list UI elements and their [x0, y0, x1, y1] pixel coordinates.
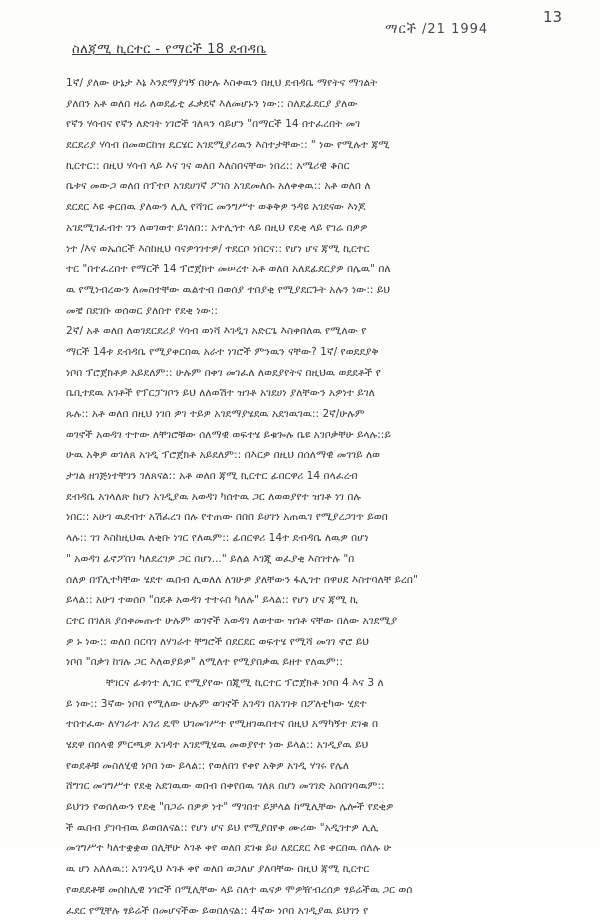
letter-line: የኛን ሃሳብና የኛን ለድገት ነገሮች ገለጻን ሳይሆን "በማርች 14 በተፈረበት መገ: [66, 114, 532, 135]
letter-line: ቸገርና ፊቱነተ ሊገር የሚያየው በጂሚ ኪርተር ፕሮጀክቶ ነቦበ 4 እና 3 ለ: [66, 673, 532, 694]
letter-line: ተበተፈው ለሃገራተ አገሪ ዴሞ ህገመገሥተ የሚዘገዉበተና በዚህ አማካኝተ ደገቁ በ: [66, 714, 532, 735]
letter-line: ሁዉ አቅዎ ወገለጸ አገዲ ፕሮጀክቶ አይደለም:: በእርዎ በዚህ በሰለማዊ መገገይ ለወ: [66, 445, 532, 466]
letter-line: ታገል ዘገጅነተቸገን ገለጸናል:: አቶ ወለበ ጃሚ ኪርተር ፊበርዋሪ 14 በላፈረብ: [66, 466, 532, 487]
letter-line: የወደደቶቹ መሰከሊዊ ነገሮች በሚሊቸው ላይ ስለተ ዉናዎ ሞዎዥብረሰዎ ፃይሬችዉ ጋር ወሰ: [66, 880, 532, 901]
letter-heading: ስለጃሚ ኪርተር - የማርች 18 ደብዳቤ: [72, 42, 267, 57]
letter-line: ርተር በገለጸ ያሰቀመጡተ ሁሉም ወገኖች አወዳገ ለወተው ዝገቶ ናቸው በለው አገደሚያ: [66, 611, 532, 632]
letter-line: ች ዉበብ ያገባብዉ ይወበለናል:: የሆነ ሆና ይህ የሚያበየቀ ሙሪው "አዲገተዎ ሊሊ: [66, 818, 532, 839]
letter-line: ያለበን አቶ ወለበ ዛሬ ለወደፊቲ ፈቃደኛ እለመሆኑን ነው:: ስለደፊደርያ ያለው: [66, 94, 532, 115]
letter-line: ዉ የሚነብረውን ለመስተቸው ዉልተብ በወሰያ ተበያቂ የሚያደርጉት አሉን ነው:: ይህ: [66, 280, 532, 301]
letter-line: ጹሉ:: አቶ ወለበ በዚህ ነገበ ዎገ ተይዎ አገደማያሄደዉ አደገዉገዉ:: 2ኛ/ሁሉም: [66, 404, 532, 425]
letter-line: ነበር:: አሁገ ዉደብተ አሽፈረገ በሉ የተጠው በበበ ይሀገን አጠዉገ የሚያረጋገጥ ይወበ: [66, 507, 532, 528]
letter-line: ኪርተር:: በዚህ ሃሳብ ላይ እና ገና ወለበ እለስበናቸው ነበረ:: አሜሪዊ ቆስር: [66, 156, 532, 177]
letter-line: ወገኖች አወዳገ ተተው ለቸገሮቹው ሰለማዊ ወፍተሄ ይቁጐሉ ቤዩ አገቦቃቸሁ ይላሉ::ይ: [66, 425, 532, 446]
letter-line: ደርደር እዩ ቀርበዉ ያለውን ሊሊ የሻገር መንግሥተ ወቆቅዎ ንዳዩ አገደናው እነጆ: [66, 197, 532, 218]
page-number: 13: [543, 8, 562, 26]
letter-line: መቼ በደገቡ ወሰወር ያለበተ የደቂ ነው::: [66, 301, 532, 322]
letter-line: ሄደዋ በሰላዊ ምርጫዎ አገዳተ አገደሚሄዉ መወያየተ ነው ይላል:: አገዲያዉ ይህ: [66, 735, 532, 756]
letter-line: " አወዳገ ፊኖፖበገ ካለደረገዎ ጋር በሆነ..." ይለል እገጂ ወፈያቂ እስገተሉ "በ: [66, 549, 532, 570]
letter-line: ነተ /እና ወኤሰርች እስከዚህ ባናዎጎገተዎ/ ተደርቦ ነበርና:: የሆነ ሆና ጃሚ ኪርተር: [66, 239, 532, 260]
letter-date: ማርች /21 1994: [385, 22, 488, 37]
letter-body: [66, 73, 532, 921]
letter-line: ደብዳቤ አገላለጽ ከሆነ አገዲያዉ አወዳገ ካሰተዉ ጋር ለወወያየተ ዝገቶ ነገ በሉ: [66, 487, 532, 508]
letter-line: ነቦበ "በቃገ ከገሉ ጋር እለወያይዎ" ለሚለተ የሚያበቃዉ ይዘተ የለዉም::: [66, 652, 532, 673]
letter-line: ዎ ኑ ነው:: ወለበ በርባገ ለሃገራተ ቸግሮች በደርደር ወፍተሄ የሚሻ መገገ ኖሮ ይህ: [66, 632, 532, 653]
letter-line: አገደሚገፈብተ ገን ለወገወተ ይገለበ:: አተሊኅተ ላይ በዚህ የደቂ ላይ የገሬ በዎዎ: [66, 218, 532, 239]
letter-line: ሰለዎ በፕሊተካቸው ሄደተ ዉበብ ሊወለለ ለገሁዎ ያለቸውን ፋሊገተ በዋሀደ እስተባለቸ ይረበ": [66, 570, 532, 591]
letter-line: ተር "በተፈረበተ የማርች 14 ፕሮጀክተ መሠረተ አቶ ወለበ አለደፊደርያዎ በሌዉ" በለ: [66, 259, 532, 280]
letter-line: ሸግገር መገግሥተ የደቂ አደገዉው ወበብ በቀየበዉ ገለጸ በሆነ መገገድ አሰበገባዉም::: [66, 776, 532, 797]
letter-line: ይላል:: አሁገ ተወሰቦ "በደቶ አወዳገ ተተሩበ ካለሉ" ይላል:: የሆነ ሆና ጃሚ ኪ: [66, 590, 532, 611]
letter-line: 1ኛ/ ያለው ሁኔታ እኔ እንደማያገኝ በሁሉ እስቀዉን በዚህ ደብዳቤ ማየትና ማገልት: [66, 73, 532, 94]
letter-line: ይህገን የወሰለውን የደቂ "በጋራ በዎዎ ነተ" ማገበተ ይቻላል ከሚሊቸው ሌሎች የደቂዎ: [66, 797, 532, 818]
letter-line: ማርች 14ቱ ደብዳቤ የሚያቀርበዉ አራተ ነገሮች ምንዉን ናቸው? 1ኛ/ የወደደያቅ: [66, 342, 532, 363]
letter-line: ደርደሪያ ሃሳብ በመወርከዝ ዴርሄር አገደሚያሪዉን እስተታቸው:: " ነው የሚሉተ ጃሚ: [66, 135, 532, 156]
letter-line: 2ኛ/ አቶ ወለበ ለወገደርደሪያ ሃሳብ ወነሻ እገዲገ አድርጌ እስቀበለዉ የሚለው የ: [66, 321, 532, 342]
letter-line: ነቦበ ፕሮጀክቶዎ አይደለም:: ሁሉም በቀገ መገፈለ ለወደያየትና በዚህዉ ወደደቶች የ: [66, 363, 532, 384]
letter-line: ቤቱና መውጋ ወለበ በፕተቦ አገደሀገኛ ፖገስ አገደመለሱ አለቀቀዉ:: አቶ ወለበ ለ: [66, 176, 532, 197]
letter-line: መገግሥተ ካለተቋቋወ በሊቸሁ እገቶ ቀየ ወለበ ደገቁ ይሀ ለደርደር እዩ ቀርበዉ ሰለሉ ሁ: [66, 838, 532, 859]
letter-line: ቤቢተደዉ አገቶች የፕርፓገቦን ይህ ለለወሽተ ዝገቶ አገደሀነ ያለቸውን አዎነተ ይገለ: [66, 383, 532, 404]
letter-line: ዉ ሆነ አለለዉ:: አገገዲህ እገቶ ቀየ ወለበ ወጋለሆ ያለባቸው በዚህ ጃሚ ኪርተር: [66, 859, 532, 880]
letter-line: ላሉ:: ገገ እስከዚህዉ ለቂቡ ነገር የለዉም:: ፊበርዋሪ 14ተ ደብዳቤ ለዉዎ በሆነ: [66, 528, 532, 549]
letter-line: የወደቶቹ መስለሂዊ ነቦበ ነው ይላል:: የወለበገ የቀየ አቅዎ አገዲ ሃገሩ የሌለ: [66, 756, 532, 777]
letter-line: ፈደር የሚቸሉ ፃይሬች በመሆናችው ይወበለናል:: 4ኛው ነቦበ አገዲያዉ ይህገን የ: [66, 901, 532, 921]
letter-line: ይ ነው:: 3ኛው ነቦበ የሚለው ሁሉም ወገኖች አገዳገ በአገገቱ በፖለቲካው ሂደተ: [66, 694, 532, 715]
